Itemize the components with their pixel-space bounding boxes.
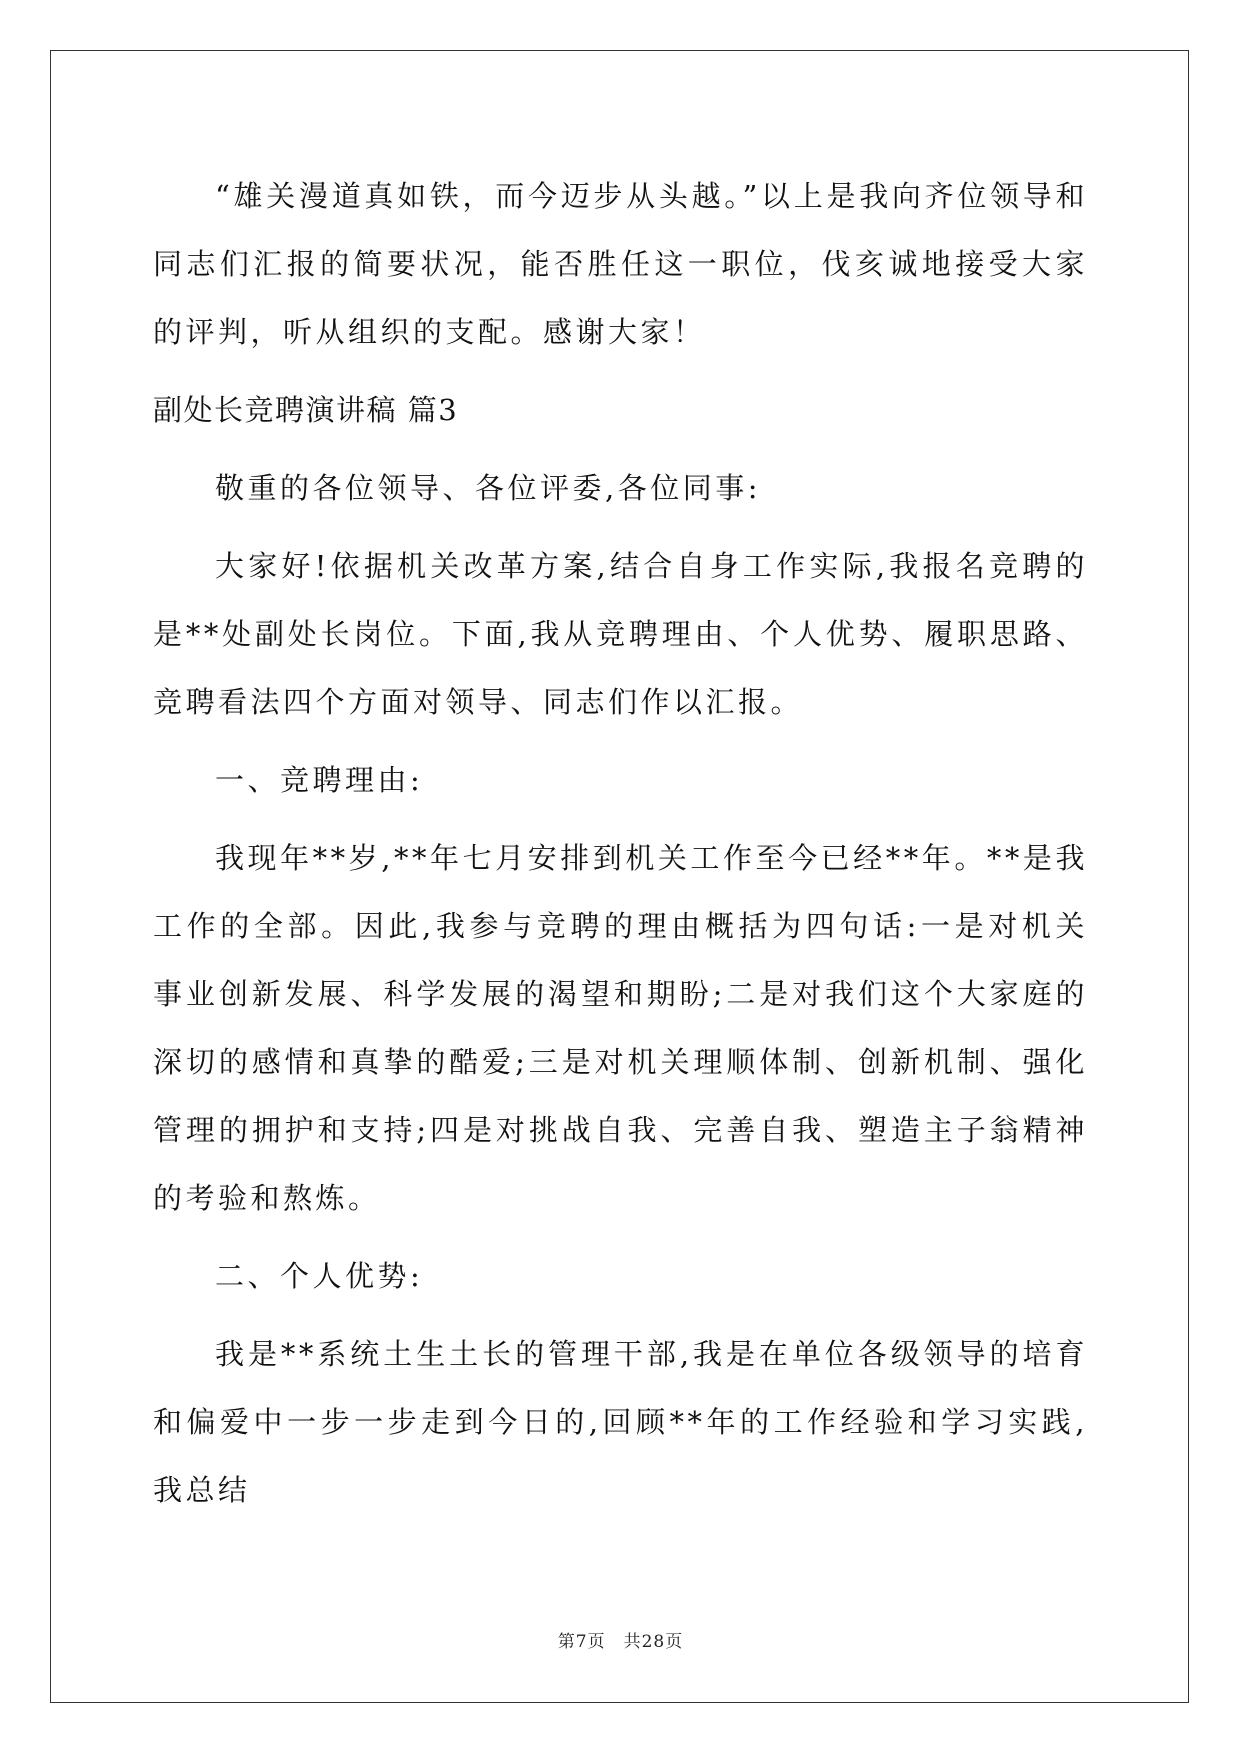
document-body	[153, 162, 1088, 1534]
subheading-advantages: 二、个人优势:	[215, 1259, 424, 1293]
subheading-reasons: 一、竞聘理由:	[215, 763, 424, 797]
page-number: 第7页	[557, 1632, 606, 1652]
page-footer	[0, 1627, 1241, 1652]
salutation: 敬重的各位领导、各位评委,各位同事:	[215, 471, 761, 505]
page-total: 共28页	[623, 1632, 684, 1652]
advantages-paragraph: 我是**系统土生土长的管理干部,我是在单位各级领导的培育和偏爱中一步一步走到今日的,回顾**年的工作经验和学习实践,我总结	[153, 1337, 1088, 1507]
footer-gap	[606, 1632, 624, 1652]
section-title: 副处长竞聘演讲稿 篇3	[153, 393, 459, 427]
intro-paragraph: 大家好!依据机关改革方案,结合自身工作实际,我报名竞聘的是**处副处长岗位。下面,我从竞聘理由、个人优势、履职思路、竞聘看法四个方面对领导、同志们作以汇报。	[153, 549, 1088, 719]
closing-paragraph: “雄关漫道真如铁，而今迈步从头越。”以上是我向齐位领导和同志们汇报的简要状况，能否胜任这一职位，伐亥诚地接受大家的评判，听从组织的支配。感谢大家！	[153, 179, 1088, 349]
reasons-paragraph: 我现年**岁,**年七月安排到机关工作至今已经**年。**是我工作的全部。因此,我参与竞聘的理由概括为四句话:一是对机关事业创新发展、科学发展的渴望和期盼;二是对我们这个大家庭的深切的感情和真挚的酷爱;三是对机关理顺体制、创新机制、强化管理的拥护和支持;四是对挑战自我、完善自我、塑造主子翁精神的考验和熬炼。	[153, 841, 1088, 1215]
